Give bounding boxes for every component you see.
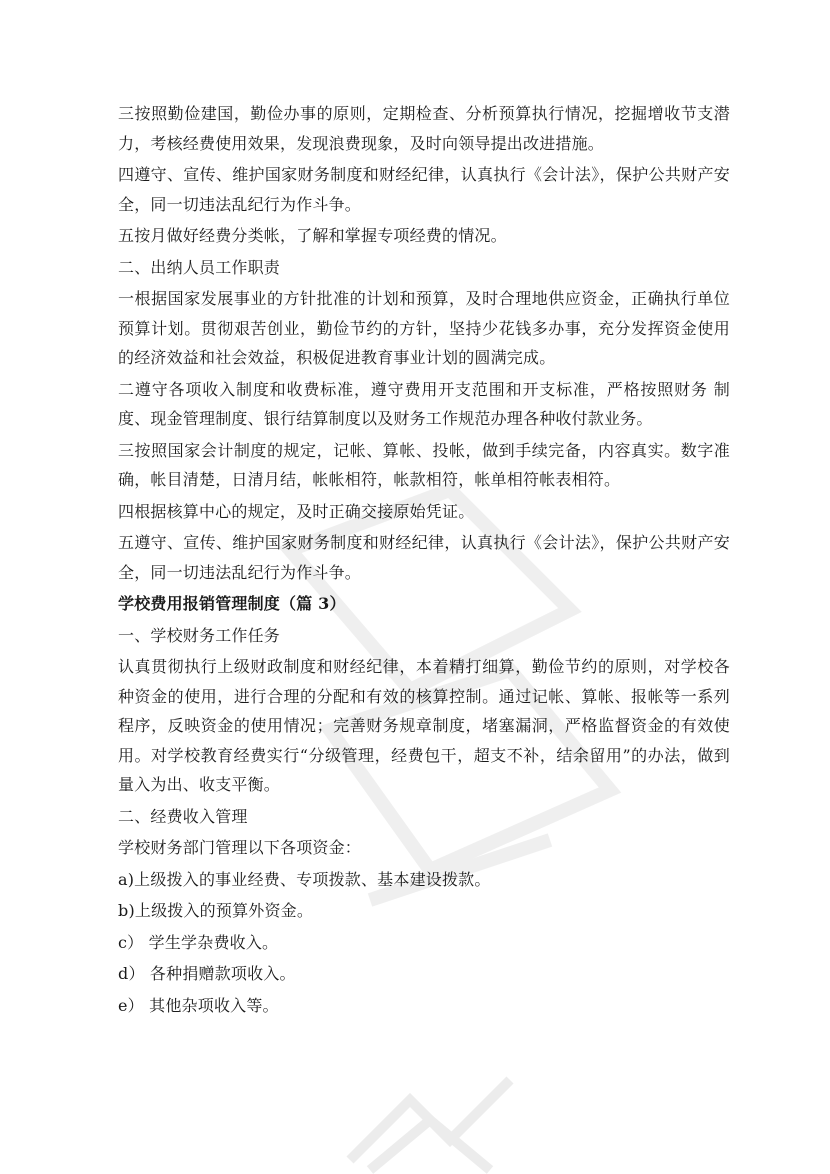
paragraph: 二、经费收入管理	[118, 806, 248, 826]
paragraph: 四遵守、宣传、维护国家财务制度和财经纪律，认真执行《会计法》，保护公共财产安全，同一切违法乱纪行为作斗争。	[118, 165, 730, 214]
list-item: e） 其他杂项收入等。	[118, 995, 279, 1015]
list-item: b)上级拨入的预算外资金。	[118, 901, 314, 920]
paragraph: 学校财务部门管理以下各项资金：	[118, 838, 362, 857]
paragraph: 三按照国家会计制度的规定，记帐、算帐、投帐，做到手续完备，内容真实。数字准确，帐目清楚，日清月结，帐帐相符，帐款相符，帐单相符帐表相符。	[118, 440, 730, 489]
watermark-graphic-bottom	[330, 1060, 530, 1174]
section-title: 学校费用报销管理制度（篇 3）	[118, 594, 346, 613]
paragraph: 认真贯彻执行上级财政制度和财经纪律，本着精打细算，勤俭节约的原则，对学校各种资金的使用，进行合理的分配和有效的核算控制。通过记帐、算帐、报帐等一系列程序，反映资金的使用情况；完善财务规章制度，堵塞漏洞，严格监督资金的有效使用。对学校教育经费实行“分级管理，经费包干，超支不补，结余留用”的办法，做到量入为出、收支平衡。	[118, 657, 730, 794]
paragraph: 二、出纳人员工作职责	[118, 257, 281, 277]
paragraph: 五按月做好经费分类帐，了解和掌握专项经费的情况。	[118, 226, 507, 245]
paragraph: 一、学校财务工作任务	[118, 625, 281, 645]
paragraph: 二遵守各项收入制度和收费标准，遵守费用开支范围和开支标准，严格按照财务 制度、现金管理制度、银行结算制度以及财务工作规范办理各种收付款业务。	[118, 379, 730, 428]
list-item: d） 各种捐赠款项收入。	[118, 964, 296, 983]
paragraph: 五遵守、宣传、维护国家财务制度和财经纪律，认真执行《会计法》，保护公共财产安全，同一切违法乱纪行为作斗争。	[118, 533, 730, 582]
paragraph: 一根据国家发展事业的方针批准的计划和预算，及时合理地供应资金，正确执行单位预算计划。贯彻艰苦创业，勤俭节约的方针，坚持少花钱多办事，充分发挥资金使用的经济效益和社会效益，积极促进教育事业计划的圆满完成。	[118, 289, 730, 367]
paragraph: 四根据核算中心的规定，及时正确交接原始凭证。	[118, 501, 475, 521]
list-item: c） 学生学杂费收入。	[118, 932, 279, 952]
paragraph: 三按照勤俭建国，勤俭办事的原则，定期检查、分析预算执行情况，挖掘增收节支潜力，考核经费使用效果，发现浪费现象，及时向领导提出改进措施。	[118, 104, 730, 153]
list-item: a)上级拨入的事业经费、专项拨款、基本建设拨款。	[118, 869, 491, 889]
document-body	[118, 99, 730, 1022]
